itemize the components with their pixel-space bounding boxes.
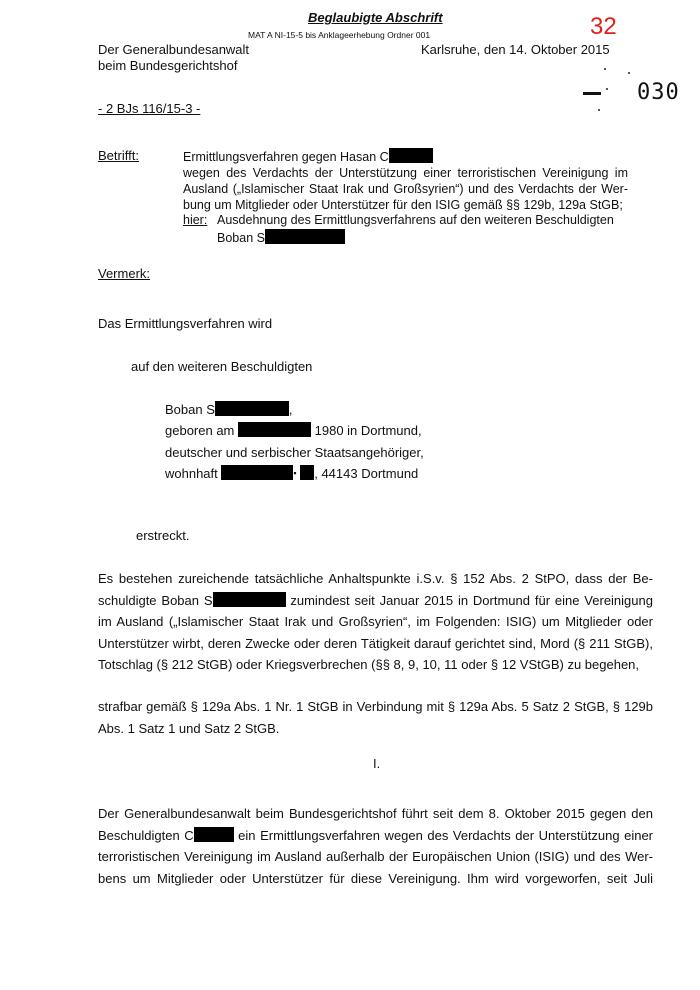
subject-line: Ausland („Islamischer Staat Irak und Großsyrien“) und des Verdachts der Wer- [183,182,628,196]
redaction [215,401,289,416]
subject-line: wegen des Verdachts der Unterstützung einer terroristischen Vereinigung im [183,166,628,180]
paragraph-line: schuldigte Boban S zumindest seit Januar 2015 in Dortmund für eine Vereinigung [98,592,653,608]
subject-line: bung um Mitglieder oder Unterstützer für den ISIG gemäß §§ 129b, 129a StGB; [183,198,623,212]
paragraph-line: im Ausland („Islamischer Staat Irak und Großsyrien“, im Folgenden: ISIG) um Mitglieder oder [98,614,653,629]
authority-line-2: beim Bundesgerichtshof [98,58,238,73]
redaction [194,827,234,842]
redaction [213,592,286,607]
document-title: Beglaubigte Abschrift [308,10,443,25]
redaction [265,229,345,244]
paragraph-line: Unterstützer wirbt, deren Zwecke oder deren Tätigkeit darauf gerichtet sind, Mord (§ 211 StGB), [98,635,653,651]
paragraph-line: Es bestehen zureichende tatsächliche Anhaltspunkte i.S.v. § 152 Abs. 2 StPO, dass der Be- [98,571,653,586]
paragraph-line: bens um Mitglieder oder Unterstützer für diese Vereinigung. Ihm wird vorgeworfen, seit Juli [98,870,653,886]
accused-address: wohnhaft ▪ , 44143 Dortmund [165,466,419,481]
paragraph-line: strafbar gemäß § 129a Abs. 1 Nr. 1 StGB in Verbindung mit § 129a Abs. 5 Satz 2 StGB, § 129b [98,699,653,714]
paragraph-3 [98,803,653,889]
stamp-dot [604,68,606,70]
authority-line-1: Der Generalbundesanwalt [98,42,250,57]
here-label: hier: [183,213,208,227]
accused-nationality: deutscher und serbischer Staatsangehöriger, [165,445,424,460]
here-line-1: Ausdehnung des Ermittlungsverfahrens auf den weiteren Beschuldigten [217,213,614,227]
paragraph-line: Totschlag (§ 212 StGB) oder Kriegsverbrechen (§§ 8, 9, 10, 11 oder § 12 VStGB) zu begehen, [98,657,640,672]
note-label: Vermerk: [98,266,151,281]
paragraph-line: terroristischen Vereinigung im Ausland außerhalb der Europäischen Union (ISIG) und des Wer- [98,849,653,864]
paragraph-2 [98,696,653,739]
here-line-2: Boban S [217,229,345,245]
extend-to-text: auf den weiteren Beschuldigten [131,359,313,374]
intro-text: Das Ermittlungsverfahren wird [98,316,273,331]
section-heading: I. [373,756,381,771]
file-number: - 2 BJs 116/15-3 - [98,101,201,116]
subject-block [183,148,628,213]
subject-label: Betrifft: [98,148,139,163]
extends-text: erstreckt. [136,528,190,543]
accused-name: Boban S , [165,402,293,417]
redaction [221,465,293,480]
paragraph-line: Der Generalbundesanwalt beim Bundesgerichtshof führt seit dem 8. Oktober 2015 gegen den [98,806,653,821]
paragraph-1 [98,568,653,676]
paragraph-line: Beschuldigten C ein Ermittlungsverfahren wegen des Verdachts der Unterstützung einer [98,827,654,843]
accused-birth: geboren am 1980 in Dortmund, [165,423,422,438]
subject-line: Ermittlungsverfahren gegen Hasan C [183,148,628,165]
stamp-dot [606,88,608,90]
page-number: 32 [590,13,617,40]
stamp-mark [583,92,601,95]
stamp-number: 030 [637,80,680,105]
document-subtitle: MAT A NI-15-5 bis Anklageerhebung Ordner 001 [248,30,431,40]
redaction [300,465,314,480]
redaction [238,422,311,437]
stamp-dot [628,72,630,74]
paragraph-line: Abs. 1 Satz 1 und Satz 2 StGB. [98,720,280,736]
stamp-dot [598,109,600,111]
redaction [389,148,433,163]
place-date: Karlsruhe, den 14. Oktober 2015 [421,42,610,57]
